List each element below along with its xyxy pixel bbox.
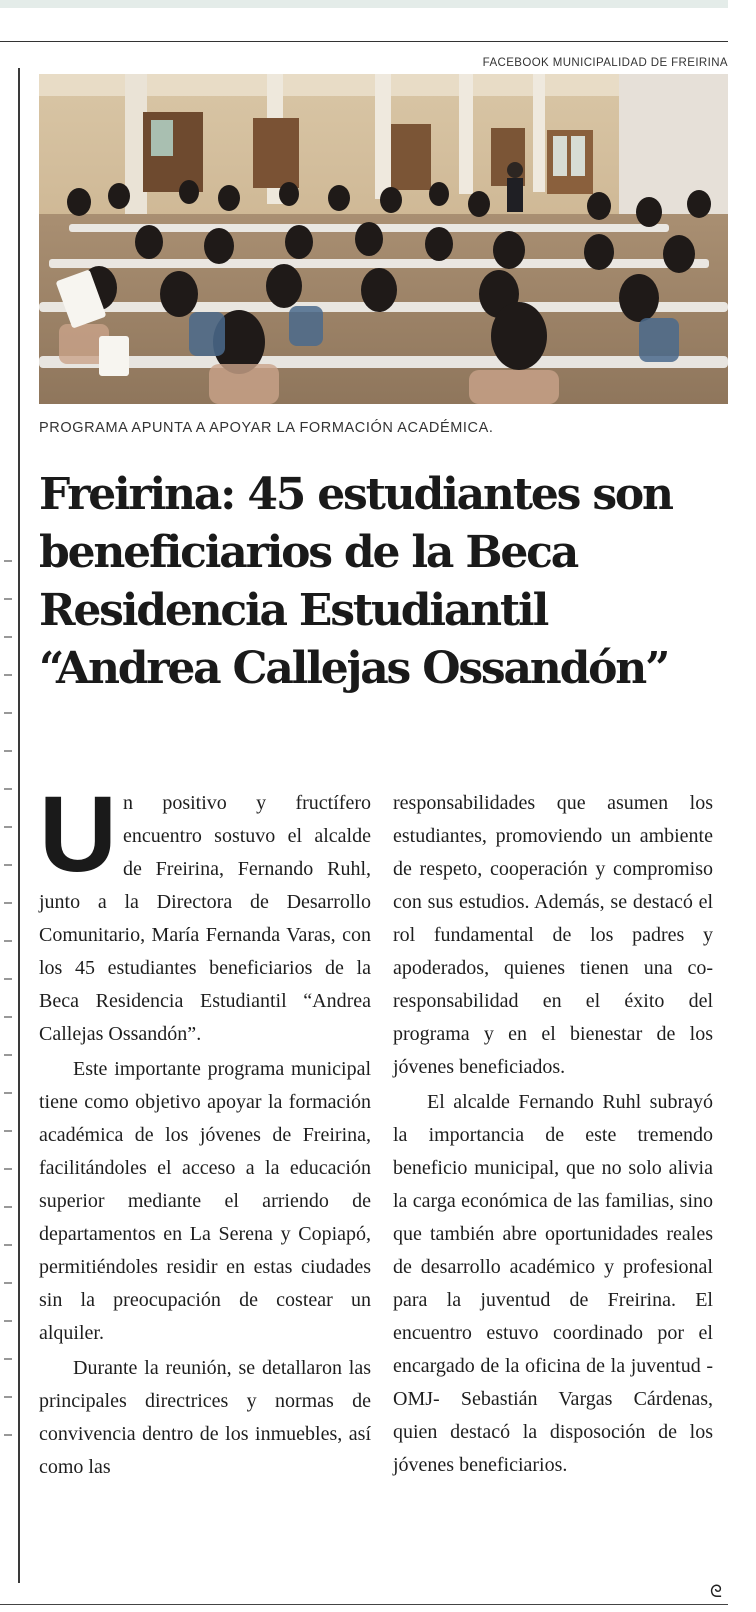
photo-credit: FACEBOOK MUNICIPALIDAD DE FREIRINA [482,57,728,69]
top-color-band [0,0,728,8]
headline-line-1: Freirina: 45 estudiantes son [39,469,672,520]
paragraph-1 [39,773,371,1051]
drop-cap: U [39,773,117,894]
headline-line-4: “Andrea Callejas Ossandón” [39,643,669,694]
headline-line-3: Residencia Estudiantil [39,585,548,636]
paragraph-1-text: n positivo y fructífero encuentro sostuvo el alcalde de Freirina, Fernando Ruhl, junto a la Directora de Desarrollo Comunitario, María Fernanda Varas, con los 45 estudiantes beneficiarios de la Beca Residencia Estudiantil “Andrea Callejas Ossandón”. [39,792,371,1045]
headline-line-2: beneficiarios de la Beca [39,527,578,578]
photo-caption: PROGRAMA APUNTA A APOYAR LA FORMACIÓN ACADÉMICA. [39,420,494,436]
paragraph-5: El alcalde Fernando Ruhl subrayó la importancia de este tremendo beneficio municipal, que no solo alivia la carga económica de las familias, sino que también abre oportunidades reales de desarrollo académico y profesional para la juventud de Freirina. El encuentro estuvo coordinado por el encargado de la oficina de la juventud -OMJ- Sebastián Vargas Cárdenas, quien destacó la disposoción de los jóvenes beneficiarios. [393,1091,713,1476]
paragraph-2: Este importante programa municipal tiene como objetivo apoyar la formación académica de los jóvenes de Freirina, facilitándoles el acceso a la educación superior mediante el arriendo de departamentos en La Serena y Copiapó, permitiéndoles residir en estas ciudades sin la preocupación de costear un alquiler. [39,1058,371,1344]
left-column-rule [18,68,20,1583]
end-of-article-mark: ᘓ [710,1582,722,1602]
article-column-left [39,773,371,1484]
bottom-divider [0,1604,728,1605]
article-column-right [393,787,713,1482]
left-margin-marks [4,560,12,1460]
top-divider [0,41,728,42]
article-headline [39,466,739,698]
article-photo [39,74,728,404]
paragraph-3: Durante la reunión, se detallaron las principales directrices y normas de convivencia dentro de los inmuebles, así como las [39,1357,371,1478]
paragraph-4: responsabilidades que asumen los estudiantes, promoviendo un ambiente de respeto, cooperación y compromiso con sus estudios. Además, se destacó el rol fundamental de los padres y apoderados, quienes tienen una co-responsabilidad en el éxito del programa y en el bienestar de los jóvenes beneficiados. [393,792,713,1078]
classroom-photo [39,74,728,404]
